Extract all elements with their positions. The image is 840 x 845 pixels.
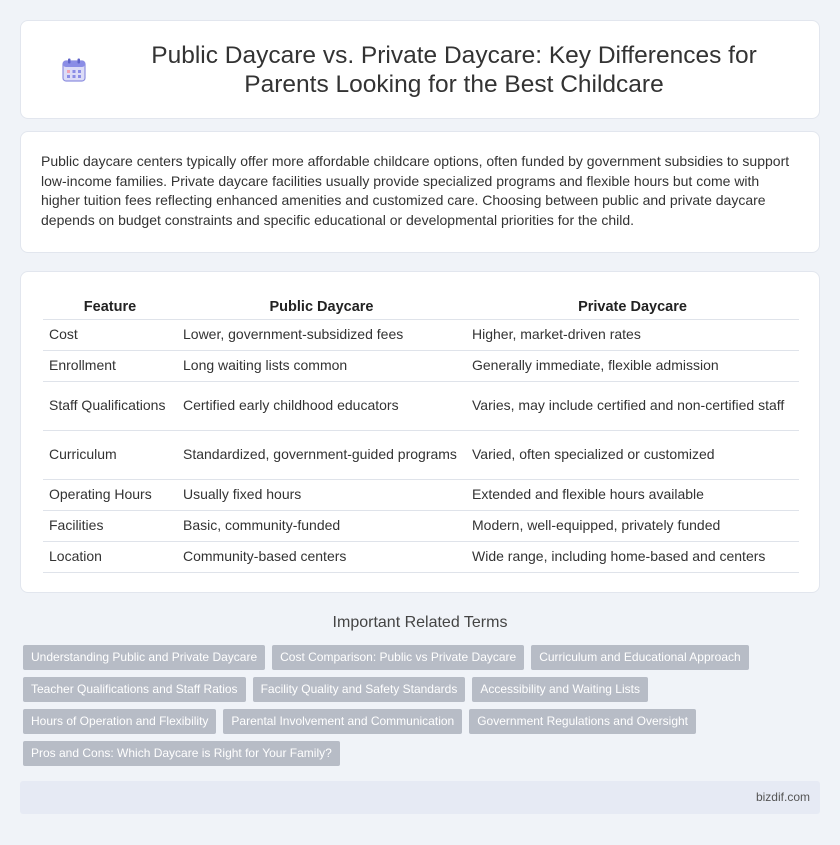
public-cell: Usually fixed hours (177, 479, 466, 510)
tag-row (23, 677, 823, 702)
column-header-public: Public Daycare (177, 296, 466, 319)
public-cell: Certified early childhood educators (177, 381, 466, 430)
related-terms-heading: Important Related Terms (332, 614, 508, 631)
related-tag[interactable]: Hours of Operation and Flexibility (23, 709, 216, 734)
feature-cell: Enrollment (43, 350, 177, 381)
table-row (43, 510, 799, 541)
tag-row (23, 645, 823, 670)
column-header-feature: Feature (43, 296, 177, 319)
table-row (43, 350, 799, 381)
related-tag[interactable]: Accessibility and Waiting Lists (472, 677, 648, 702)
private-cell: Extended and flexible hours available (466, 479, 799, 510)
related-tag[interactable]: Curriculum and Educational Approach (531, 645, 748, 670)
feature-cell: Facilities (43, 510, 177, 541)
title-card (20, 20, 820, 119)
related-tag[interactable]: Government Regulations and Oversight (469, 709, 696, 734)
intro-card (20, 131, 820, 253)
public-cell: Community-based centers (177, 541, 466, 572)
private-cell: Varies, may include certified and non-certified staff (466, 381, 799, 430)
tag-row (23, 709, 823, 734)
table-row (43, 541, 799, 572)
public-cell: Long waiting lists common (177, 350, 466, 381)
footer-site-link[interactable]: bizdif.com (755, 790, 810, 804)
related-tag[interactable]: Pros and Cons: Which Daycare is Right for Your Family? (23, 741, 340, 766)
private-cell: Wide range, including home-based and centers (466, 541, 799, 572)
private-cell: Generally immediate, flexible admission (466, 350, 799, 381)
related-tag[interactable]: Teacher Qualifications and Staff Ratios (23, 677, 246, 702)
table-row (43, 319, 799, 350)
comparison-table (43, 296, 799, 573)
feature-cell: Curriculum (43, 430, 177, 479)
related-tag[interactable]: Cost Comparison: Public vs Private Daycare (272, 645, 524, 670)
calendar-icon (61, 57, 87, 83)
tag-row (23, 741, 823, 766)
table-row (43, 479, 799, 510)
column-header-private: Private Daycare (466, 296, 799, 319)
table-row (43, 381, 799, 430)
table-row (43, 430, 799, 479)
feature-cell: Cost (43, 319, 177, 350)
feature-cell: Staff Qualifications (43, 381, 177, 430)
related-tags (23, 645, 823, 773)
public-cell: Standardized, government-guided programs (177, 430, 466, 479)
related-tag[interactable]: Understanding Public and Private Daycare (23, 645, 265, 670)
table-header-row (43, 296, 799, 319)
private-cell: Higher, market-driven rates (466, 319, 799, 350)
feature-cell: Location (43, 541, 177, 572)
public-cell: Basic, community-funded (177, 510, 466, 541)
private-cell: Varied, often specialized or customized (466, 430, 799, 479)
related-tag[interactable]: Parental Involvement and Communication (223, 709, 462, 734)
public-cell: Lower, government-subsidized fees (177, 319, 466, 350)
related-tag[interactable]: Facility Quality and Safety Standards (253, 677, 466, 702)
comparison-table-card (20, 271, 820, 593)
page-title: Public Daycare vs. Private Daycare: Key Differences for Parents Looking for the Best Childcare (151, 41, 757, 98)
private-cell: Modern, well-equipped, privately funded (466, 510, 799, 541)
feature-cell: Operating Hours (43, 479, 177, 510)
footer (20, 781, 820, 814)
title-wrap (21, 41, 819, 99)
intro-paragraph: Public daycare centers typically offer more affordable childcare options, often funded by government subsidies to support low-income families. Private daycare facilities usually provide specialized programs and flexible hours but come with higher tuition fees reflecting enhanced amenities and customized care. Choosing between public and private daycare depends on budget constraints and specific educational or developmental priorities for the child. (41, 153, 790, 228)
